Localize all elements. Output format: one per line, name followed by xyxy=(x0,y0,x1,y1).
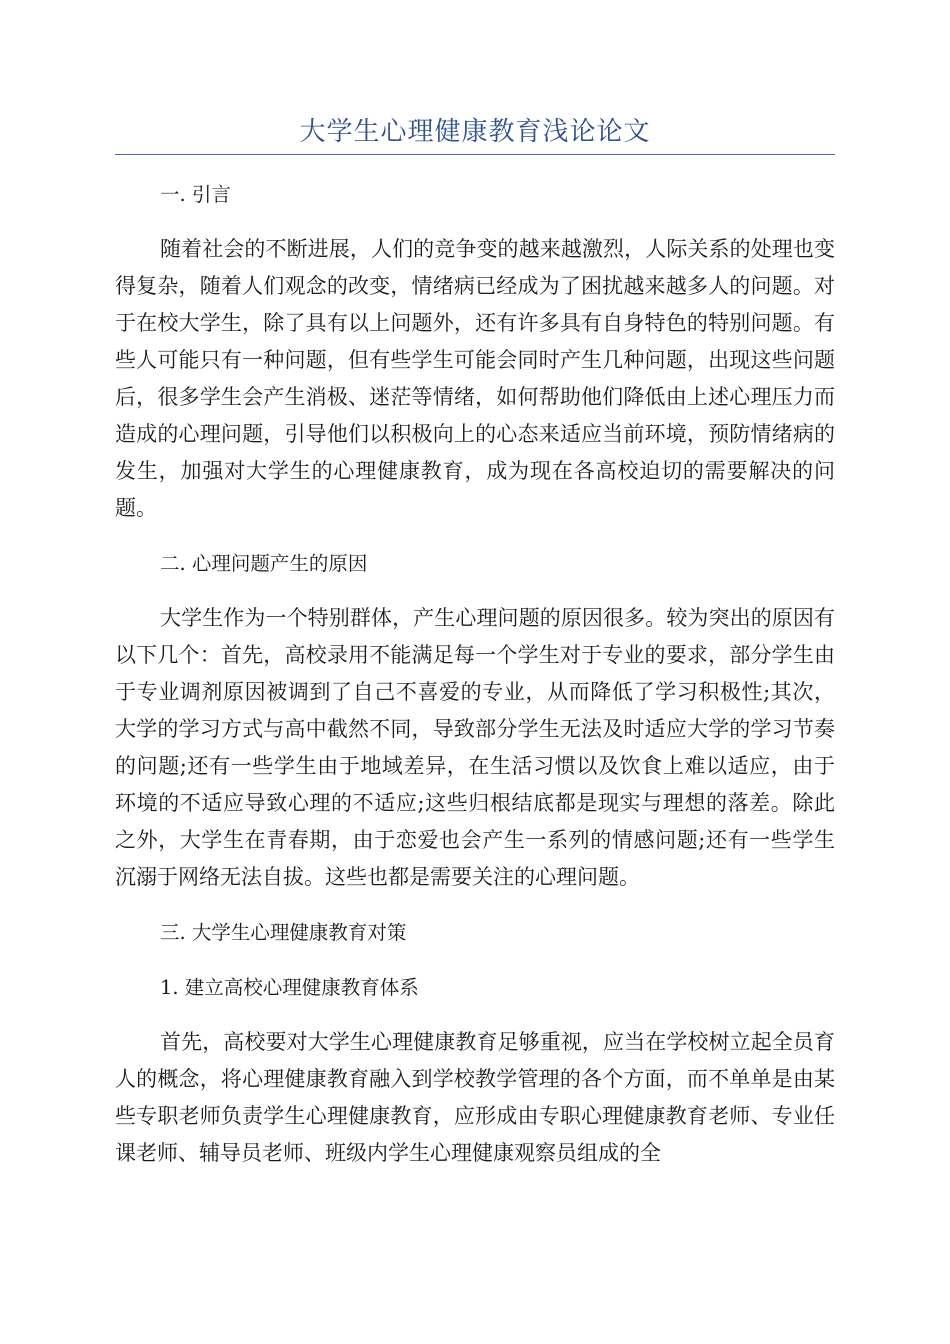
paragraph-introduction: 随着社会的不断进展，人们的竞争变的越来越激烈，人际关系的处理也变得复杂，随着人们观念的改变，情绪病已经成为了困扰越来越多人的问题。对于在校大学生，除了具有以上问题外，还有许多具有自身特色的特别问题。有些人可能只有一种问题，但有些学生可能会同时产生几种问题，出现这些问题后，很多学生会产生消极、迷茫等情绪，如何帮助他们降低由上述心理压力而造成的心理问题，引导他们以积极向上的心态来适应当前环境，预防情绪病的发生，加强对大学生的心理健康教育，成为现在各高校迫切的需要解决的问题。 xyxy=(115,237,835,520)
subsection-heading-system: 1. 建立高校心理健康教育体系 xyxy=(160,976,419,999)
title-underline xyxy=(115,154,835,155)
paragraph-system: 首先，高校要对大学生心理健康教育足够重视，应当在学校树立起全员育人的概念，将心理健康教育融入到学校教学管理的各个方面，而不单单是由某些专职老师负责学生心理健康教育，应形成由专职心理健康教育老师、专业任课老师、辅导员老师、班级内学生心理健康观察员组成的全 xyxy=(115,1030,835,1165)
section-heading-introduction: 一. 引言 xyxy=(160,183,231,206)
document-title: 大学生心理健康教育浅论论文 xyxy=(299,117,651,147)
section-heading-countermeasures: 三. 大学生心理健康教育对策 xyxy=(160,921,407,944)
paragraph-causes: 大学生作为一个特别群体，产生心理问题的原因很多。较为突出的原因有以下几个：首先，高校录用不能满足每一个学生对于专业的要求，部分学生由于专业调剂原因被调到了自己不喜爱的专业，从而降低了学习积极性;其次，大学的学习方式与高中截然不同，导致部分学生无法及时适应大学的学习节奏的问题;还有一些学生由于地域差异，在生活习惯以及饮食上难以适应，由于环境的不适应导致心理的不适应;这些归根结底都是现实与理想的落差。除此之外，大学生在青春期，由于恋爱也会产生一系列的情感问题;还有一些学生沉溺于网络无法自拔。这些也都是需要关注的心理问题。 xyxy=(115,606,835,889)
section-heading-causes: 二. 心理问题产生的原因 xyxy=(160,552,368,575)
document-body xyxy=(115,176,835,1190)
